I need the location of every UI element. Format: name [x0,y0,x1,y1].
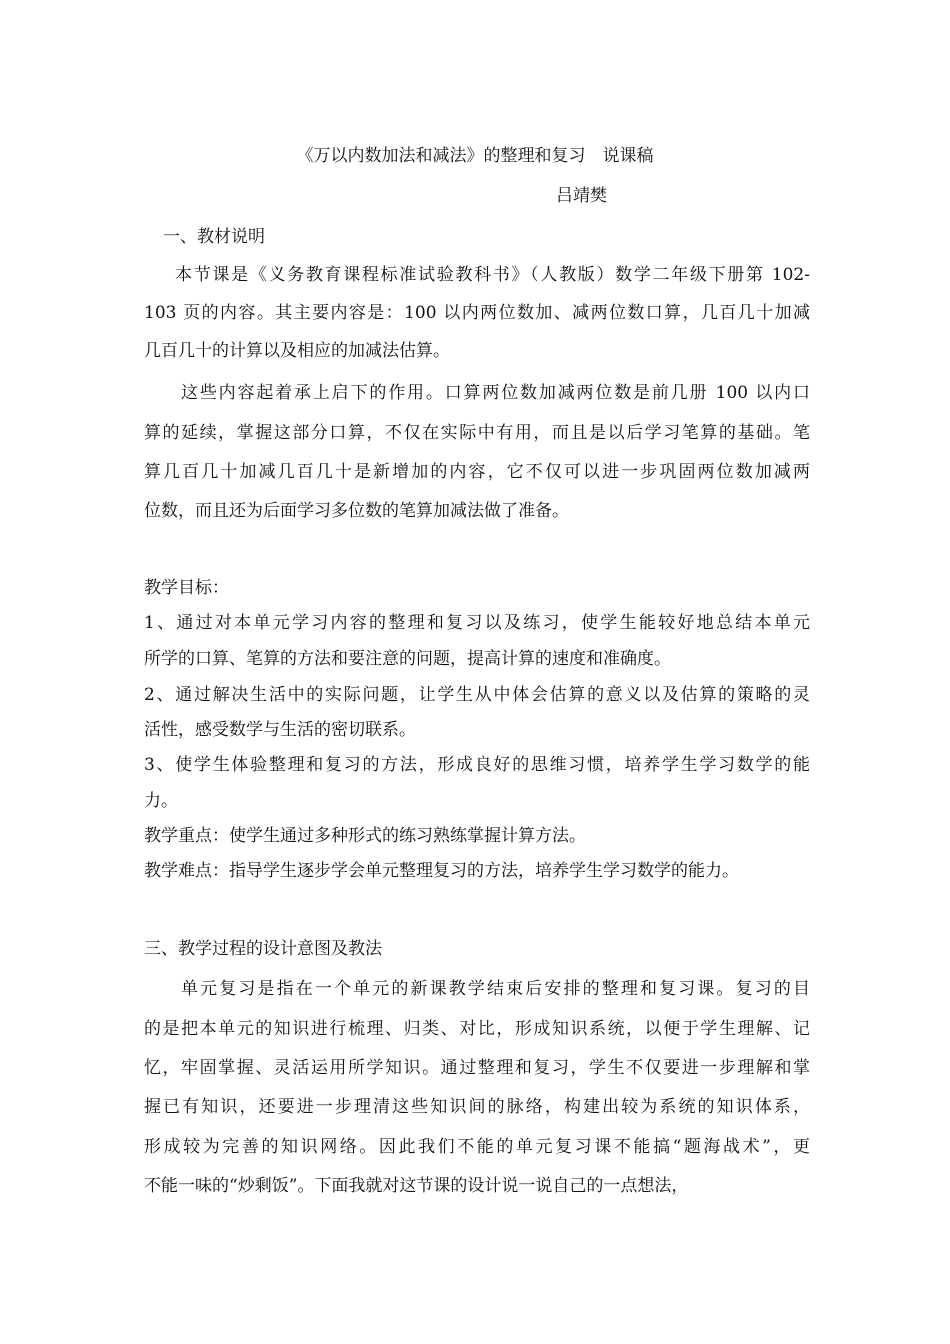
paragraph-line: 几百几十的计算以及相应的加减法估算。 [144,341,450,361]
paragraph-line: 的是把本单元的知识进行梳理、归类、对比，形成知识系统，以便于学生理解、记 [144,1019,810,1039]
teaching-difficulty: 教学难点：指导学生逐步学会单元整理复习的方法，培养学生学习数学的能力。 [144,861,739,881]
paragraph-line: 忆，牢固掌握、灵活运用所学知识。通过整理和复习，学生不仅要进一步理解和掌 [144,1058,810,1078]
paragraph-line: 位数，而且还为后面学习多位数的笔算加减法做了准备。 [144,501,569,521]
goal-item-line: 所学的口算、笔算的方法和要注意的问题，提高计算的速度和准确度。 [144,649,671,669]
goal-item-line: 力。 [144,791,178,811]
section-heading-materials: 一、教材说明 [163,227,265,247]
goal-item-line: 2、通过解决生活中的实际问题，让学生从中体会估算的意义以及估算的策略的灵 [144,685,810,705]
teaching-key-point: 教学重点：使学生通过多种形式的练习熟练掌握计算方法。 [144,826,586,846]
paragraph-line: 本节课是《义务教育课程标准试验教科书》（人教版）数学二年级下册第 102- [175,265,810,285]
paragraph-line: 算几百几十加减几百几十是新增加的内容，它不仅可以进一步巩固两位数加减两 [144,462,810,482]
paragraph-line: 算的延续，掌握这部分口算，不仅在实际中有用，而且是以后学习笔算的基础。笔 [144,423,810,443]
document-title: 《万以内数加法和减法》的整理和复习 说课稿 [296,146,654,166]
paragraph-line: 单元复习是指在一个单元的新课教学结束后安排的整理和复习课。复习的目 [181,979,810,999]
section-heading-process: 三、教学过程的设计意图及教法 [144,939,382,959]
goals-heading: 教学目标： [144,578,229,598]
author-name: 吕靖樊 [556,186,607,206]
goal-item-line: 1、通过对本单元学习内容的整理和复习以及练习，使学生能较好地总结本单元 [144,613,810,633]
paragraph-line: 握已有知识，还要进一步理清这些知识间的脉络，构建出较为系统的知识体系， [144,1097,810,1117]
goal-item-line: 3、使学生体验整理和复习的方法，形成良好的思维习惯，培养学生学习数学的能 [144,755,810,775]
paragraph-line: 103 页的内容。其主要内容是：100 以内两位数加、减两位数口算，几百几十加减 [144,303,810,323]
paragraph-line: 形成较为完善的知识网络。因此我们不能的单元复习课不能搞“题海战术”，更 [144,1137,810,1157]
goal-item-line: 活性，感受数学与生活的密切联系。 [144,720,416,740]
paragraph-line: 这些内容起着承上启下的作用。口算两位数加减两位数是前几册 100 以内口 [181,383,810,403]
paragraph-line: 不能一味的“炒剩饭”。下面我就对这节课的设计说一说自己的一点想法， [144,1176,689,1196]
